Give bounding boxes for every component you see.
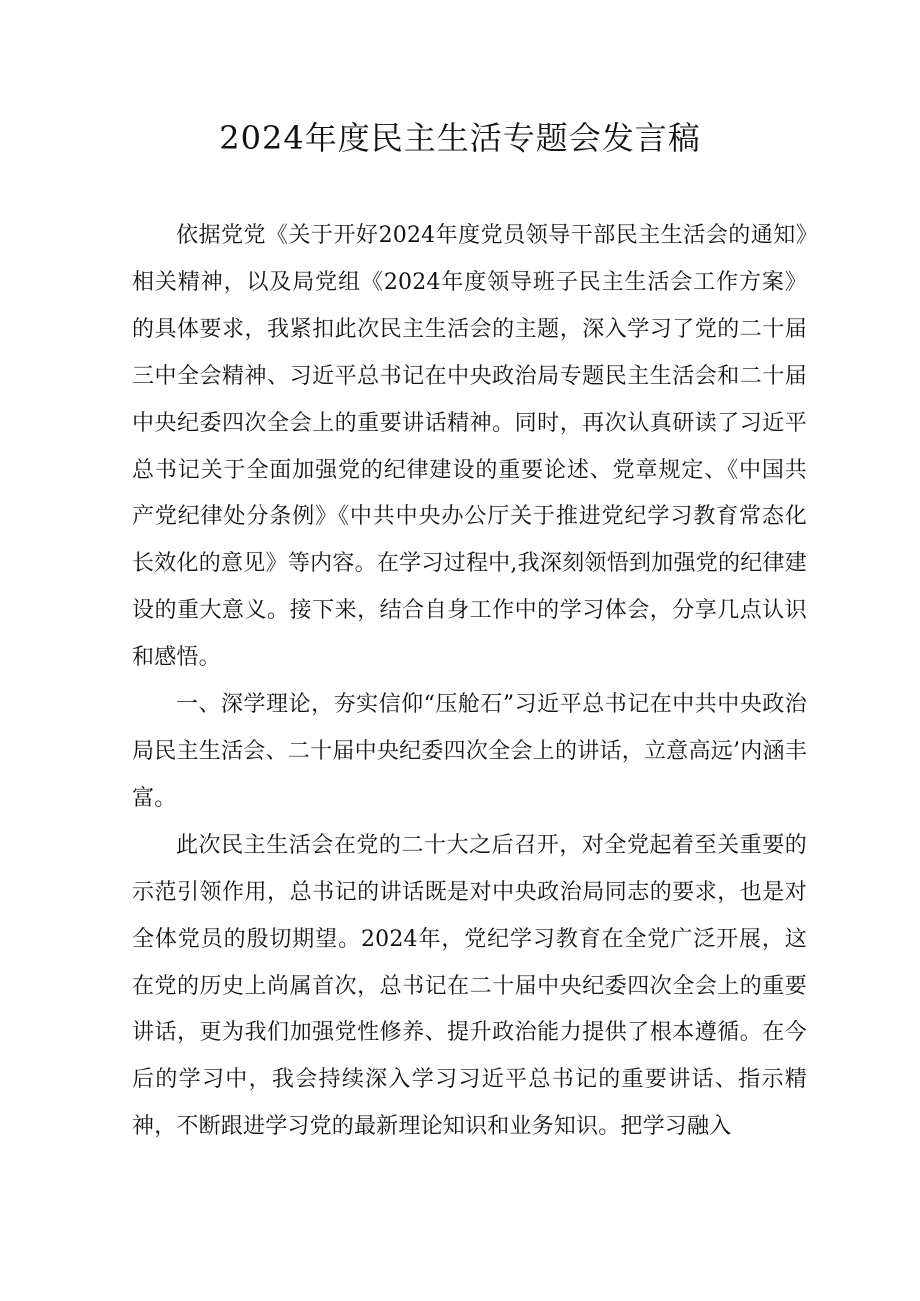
paragraph-section-one-heading: 一、深学理论，夯实信仰“压舱石”习近平总书记在中共中央政治局民主生活会、二十届中央纪委四次全会上的讲话，立意高远’内涵丰富。 bbox=[132, 692, 807, 811]
paragraph-section-one-body: 此次民主生活会在党的二十大之后召开，对全党起着至关重要的示范引领作用，总书记的讲话既是对中央政治局同志的要求，也是对全体党员的殷切期望。2024年，党纪学习教育在全党广泛开展，这在党的历史上尚属首次，总书记在二十届中央纪委四次全会上的重要讲话，更为我们加强党性修养、提升政治能力提供了根本遵循。在今后的学习中，我会持续深入学习习近平总书记的重要讲话、指示精神，不断跟进学习党的最新理论知识和业务知识。把学习融入 bbox=[132, 832, 807, 1140]
document-title: 2024年度民主生活专题会发言稿 bbox=[219, 119, 701, 157]
document-body bbox=[132, 213, 807, 1151]
paragraph-intro: 依据党党《关于开好2024年度党员领导干部民主生活会的通知》相关精神，以及局党组《2024年度领导班子民主生活会工作方案》的具体要求，我紧扣此次民主生活会的主题，深入学习了党的二十届三中全会精神、习近平总书记在中央政治局专题民主生活会和二十届中央纪委四次全会上的重要讲话精神。同时，再次认真研读了习近平总书记关于全面加强党的纪律建设的重要论述、党章规定、《中国共产党纪律处分条例》《中共中央办公厅关于推进党纪学习教育常态化长效化的意见》等内容。在学习过程中,我深刻领悟到加强党的纪律建设的重大意义。接下来，结合自身工作中的学习体会，分享几点认识和感悟。 bbox=[132, 223, 807, 671]
